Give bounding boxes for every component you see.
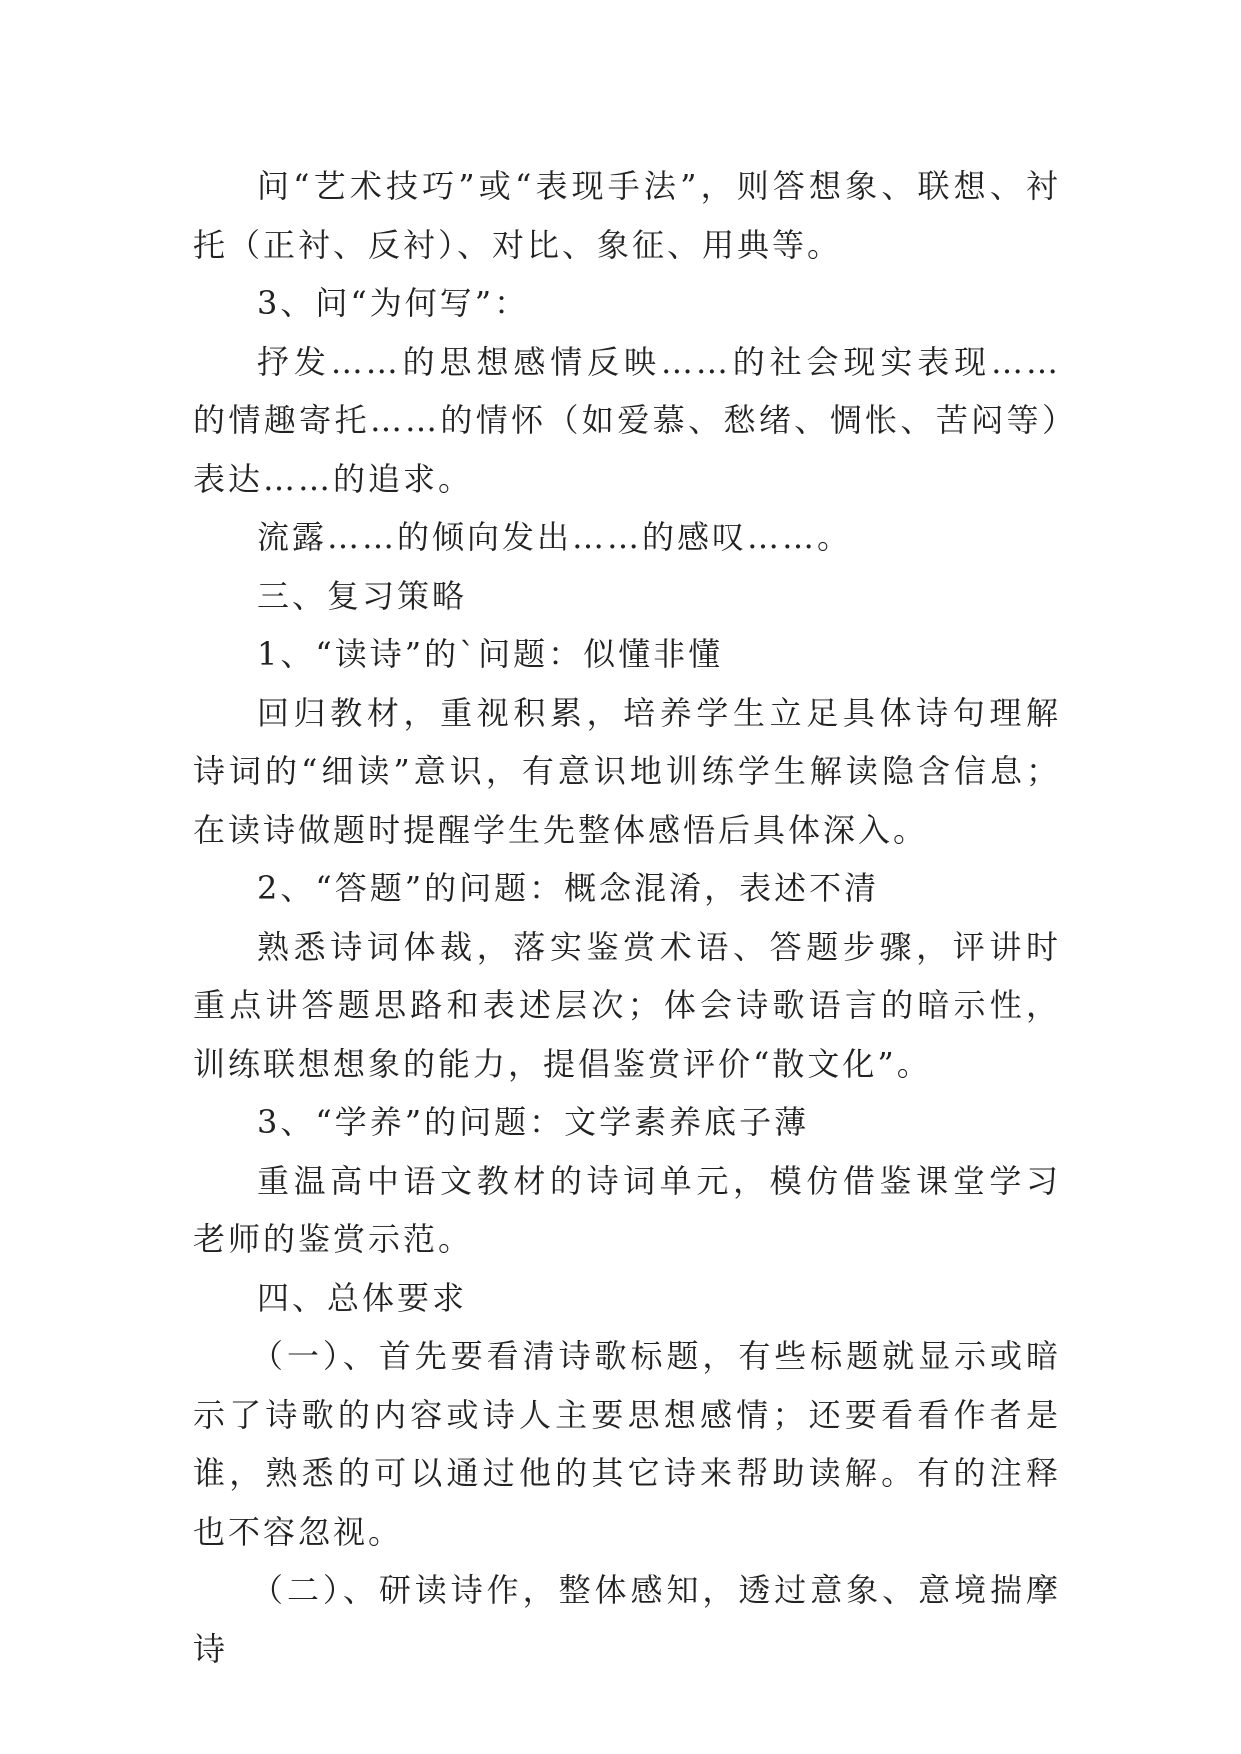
paragraph-return-to-textbook: 回归教材，重视积累，培养学生立足具体诗句理解诗词的“细读”意识，有意识地训练学生解读隐含信息；在读诗做题时提醒学生先整体感悟后具体深入。 (193, 693, 1061, 849)
section-heading-general-requirements: 四、总体要求 (257, 1278, 468, 1317)
paragraph-review-textbook: 重温高中语文教材的诗词单元，模仿借鉴课堂学习老师的鉴赏示范。 (193, 1161, 1061, 1258)
paragraph-read-title: （一）、首先要看清诗歌标题，有些标题就显示或暗示了诗歌的内容或诗人主要思想感情；还要看看作者是谁，熟悉的可以通过他的其它诗来帮助读解。有的注释也不容忽视。 (193, 1337, 1061, 1551)
paragraph-express-feelings: 抒发……的思想感情反映……的社会现实表现……的情趣寄托……的情怀（如爱慕、愁绪、惆怅、苦闷等）表达……的追求。 (193, 342, 1061, 498)
paragraph-artistic-techniques: 问“艺术技巧”或“表现手法”，则答想象、联想、衬托（正衬、反衬）、对比、象征、用典等。 (193, 167, 1061, 264)
heading-reading-problem: 1、“读诗”的`问题：似懂非懂 (257, 635, 724, 673)
paragraph-study-poem: （二）、研读诗作，整体感知，透过意象、意境揣摩诗 (193, 1571, 1061, 1668)
paragraph-reveal-tendency: 流露……的倾向发出……的感叹……。 (257, 518, 853, 556)
heading-why-write: 3、问“为何写”： (257, 284, 530, 322)
document-body (193, 157, 1061, 1678)
paragraph-familiar-genres: 熟悉诗词体裁，落实鉴赏术语、答题步骤，评讲时重点讲答题思路和表述层次；体会诗歌语言的暗示性，训练联想想象的能力，提倡鉴赏评价“散文化”。 (193, 927, 1061, 1083)
heading-literacy-problem: 3、“学养”的问题：文学素养底子薄 (257, 1103, 810, 1141)
heading-answering-problem: 2、“答题”的问题：概念混淆，表述不清 (257, 869, 880, 907)
section-heading-review-strategy: 三、复习策略 (257, 576, 468, 615)
